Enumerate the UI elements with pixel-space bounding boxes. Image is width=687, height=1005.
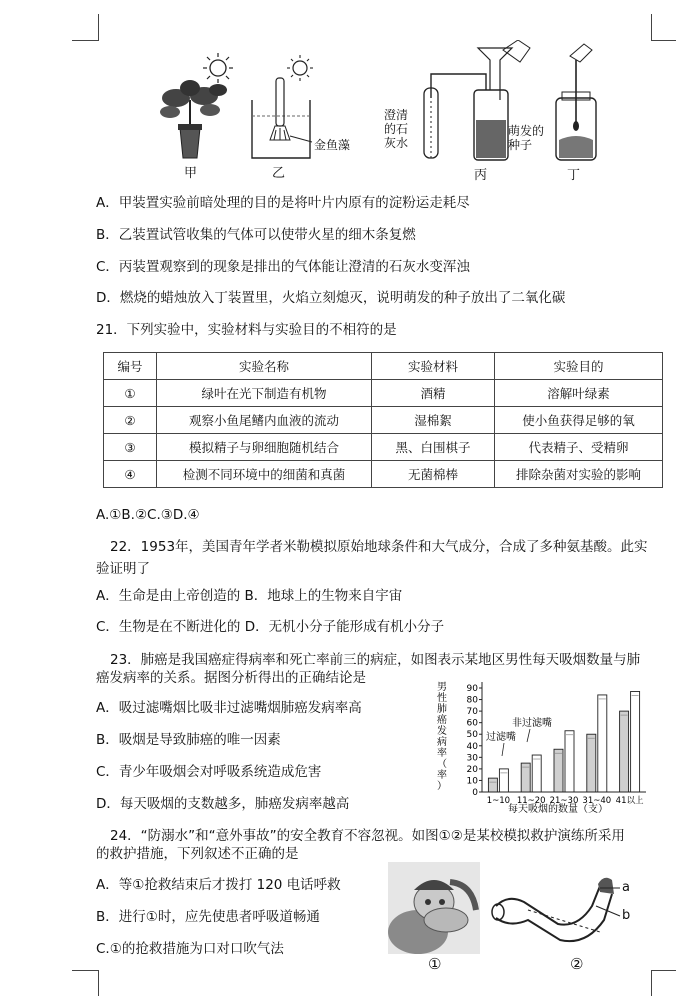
table-cell: 检测不同环境中的细菌和真菌 <box>157 461 372 488</box>
chart-ylabel-char: 率 <box>437 770 447 781</box>
table-header-row <box>104 353 663 380</box>
chart-ytick-label: 0 <box>472 788 478 798</box>
bar-nonfilter <box>532 755 541 792</box>
chart-ylabel-char: 癌 <box>437 715 447 726</box>
table-cell: 黑、白围棋子 <box>372 434 495 461</box>
bar-filter <box>488 778 497 792</box>
cpr-rescue-illustration <box>388 862 480 954</box>
chart-ytick-label: 10 <box>466 776 478 787</box>
table-cell: 模拟精子与卵细胞随机结合 <box>157 434 372 461</box>
bar-nonfilter <box>598 695 607 792</box>
arm-label-a: a <box>622 880 630 895</box>
q22-option-ab: A．生命是由上帝创造的 B．地球上的生物来自宇宙 <box>96 588 403 604</box>
chart-xtick-label: 31~40 <box>582 796 612 806</box>
table-header-cell: 实验目的 <box>495 353 663 380</box>
chart-ytick-label: 80 <box>466 695 478 706</box>
chart-ylabel-char: 率 <box>437 748 447 759</box>
table-cell: 酒精 <box>372 380 495 407</box>
chart-ytick-label: 50 <box>466 730 478 741</box>
table-cell: 使小鱼获得足够的氧 <box>495 407 663 434</box>
potted-plant-illustration <box>160 53 233 158</box>
q21-stem: 21．下列实验中，实验材料与实验目的不相符的是 <box>96 322 397 338</box>
q24-option-b: B．进行①时，应先使患者呼吸道畅通 <box>96 909 320 925</box>
limewater-label-1: 澄清 <box>384 108 409 122</box>
table-cell: 无菌棉棒 <box>372 461 495 488</box>
q22-stem-line2: 验证明了 <box>96 561 150 577</box>
crop-mark <box>98 970 99 996</box>
table-cell: ① <box>104 380 157 407</box>
beaker-test-tube-illustration <box>252 55 313 158</box>
table-cell: 溶解叶绿素 <box>495 380 663 407</box>
q23-option-c: C．青少年吸烟会对呼吸系统造成危害 <box>96 764 322 780</box>
annotation-nonfilter: 非过滤嘴 <box>512 718 552 729</box>
q24-stem-line2: 的救护措施，下列叙述不正确的是 <box>96 846 299 862</box>
table-header-cell: 实验材料 <box>372 353 495 380</box>
chart-ytick-label: 20 <box>466 764 478 775</box>
table-header-cell: 编号 <box>104 353 157 380</box>
table-row <box>104 461 663 488</box>
q22-option-cd: C．生物是在不断进化的 D．无机小分子能形成有机小分子 <box>96 619 445 635</box>
chart-ytick-label: 60 <box>466 718 478 729</box>
figure-label-jia: 甲 <box>184 166 198 181</box>
q20-option-a: A．甲装置实验前暗处理的目的是将叶片内原有的淀粉运走耗尽 <box>96 195 470 211</box>
bar-nonfilter <box>499 769 508 792</box>
table-cell: ③ <box>104 434 157 461</box>
experiment-table <box>103 352 663 488</box>
q20-option-d: D．燃烧的蜡烛放入丁装置里，火焰立刻熄灭，说明萌发的种子放出了二氧化碳 <box>96 290 566 306</box>
figure-label-ding: 丁 <box>567 168 581 183</box>
chart-ylabel-char: 男 <box>437 682 447 693</box>
crop-mark <box>651 970 676 971</box>
seed-jar-illustration <box>556 44 596 160</box>
q21-options: A.①B.②C.③D.④ <box>96 507 200 523</box>
lung-cancer-bar-chart <box>420 676 652 816</box>
chart-ytick-label: 40 <box>466 741 478 752</box>
chart-ylabel-char: （ <box>437 759 447 770</box>
q24-option-a: A．等①抢救结束后才拨打 120 电话呼救 <box>96 877 341 893</box>
table-row <box>104 407 663 434</box>
figure-label-yi: 乙 <box>272 166 286 181</box>
chart-ytick-label: 70 <box>466 707 478 718</box>
table-row <box>104 380 663 407</box>
chart-xlabel: 每天吸烟的数量（支） <box>508 804 608 815</box>
table-cell: 湿棉絮 <box>372 407 495 434</box>
crop-mark <box>651 970 652 996</box>
chart-ylabel-char: 肺 <box>437 704 447 715</box>
arm-bandage-illustration <box>488 866 638 954</box>
chart-xtick-label: 11~20 <box>516 796 546 806</box>
q24-stem-line1: 24．“防溺水”和“意外事故”的安全教育不容忽视。如图①②是某校模拟救护演练所采用 <box>110 828 625 844</box>
crop-mark <box>72 970 99 971</box>
chart-ylabel-char: 性 <box>437 693 447 704</box>
table-cell: 观察小鱼尾鳍内血液的流动 <box>157 407 372 434</box>
table-header-cell: 实验名称 <box>157 353 372 380</box>
q20-option-c: C．丙装置观察到的现象是排出的气体能让澄清的石灰水变浑浊 <box>96 259 470 275</box>
crop-mark <box>651 14 652 40</box>
q23-option-b: B．吸烟是导致肺癌的唯一因素 <box>96 732 281 748</box>
annotation-filter: 过滤嘴 <box>486 732 516 743</box>
bar-filter <box>620 711 629 792</box>
seeds-label-2: 种子 <box>508 138 533 152</box>
chart-xtick-label: 41以上 <box>615 796 644 806</box>
experiment-apparatus-figure <box>140 40 620 180</box>
table-row <box>104 434 663 461</box>
table-cell: 代表精子、受精卵 <box>495 434 663 461</box>
bar-nonfilter <box>565 731 574 792</box>
seeds-label-1: 萌发的 <box>508 124 545 138</box>
q20-option-b: B．乙装置试管收集的气体可以使带火星的细木条复燃 <box>96 227 416 243</box>
table-cell: 绿叶在光下制造有机物 <box>157 380 372 407</box>
q23-option-d: D．每天吸烟的支数越多，肺癌发病率越高 <box>96 796 350 812</box>
table-cell: 排除杂菌对实验的影响 <box>495 461 663 488</box>
goldfish-weed-label: 金鱼藻 <box>314 138 351 152</box>
q24-option-c: C.①的抢救措施为口对口吹气法 <box>96 941 284 957</box>
q23-option-a: A．吸过滤嘴烟比吸非过滤嘴烟肺癌发病率高 <box>96 700 362 716</box>
arm-label-b: b <box>622 908 631 923</box>
figure-label-2: ② <box>570 955 584 973</box>
chart-ytick-label: 90 <box>466 684 478 694</box>
chart-ytick-label: 30 <box>466 753 478 764</box>
table-cell: ④ <box>104 461 157 488</box>
q22-stem-line1: 22．1953年，美国青年学者米勒模拟原始地球条件和大气成分，合成了多种氨基酸。此实 <box>110 539 648 555</box>
chart-xtick-label: 1~10 <box>486 796 511 806</box>
crop-mark <box>72 40 99 41</box>
limewater-label-2: 的石 <box>384 122 409 136</box>
q23-stem-line1: 23．肺癌是我国癌症得病率和死亡率前三的病症，如图表示某地区男性每天吸烟数量与肺 <box>110 652 641 668</box>
chart-ylabel-char: ） <box>437 781 447 792</box>
chart-xtick-label: 21~30 <box>549 796 579 806</box>
bar-nonfilter <box>631 691 640 792</box>
crop-mark <box>98 14 99 40</box>
q23-stem-line2: 癌发病率的关系。据图分析得出的正确结论是 <box>96 670 366 686</box>
figure-label-bing: 丙 <box>474 168 488 183</box>
chart-ylabel-char: 发 <box>437 726 447 737</box>
crop-mark <box>651 40 676 41</box>
figure-label-1: ① <box>428 955 442 973</box>
limewater-label-3: 灰水 <box>384 136 409 150</box>
bar-filter <box>587 734 596 792</box>
chart-ylabel-char: 病 <box>437 737 447 748</box>
table-cell: ② <box>104 407 157 434</box>
bar-filter <box>554 749 563 792</box>
